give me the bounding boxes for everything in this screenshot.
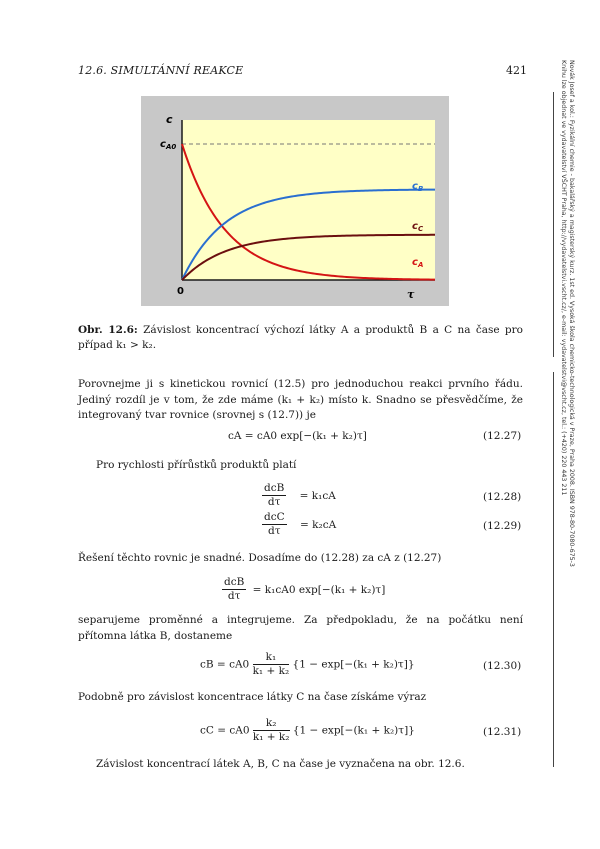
equation-substituted: $\frac{\text{dcB}}{d\tau}$ = k₁cA0 exp[−(k₁ + k₂)τ] <box>224 576 386 602</box>
paragraph-rates: Pro rychlosti přírůstků produktů platí <box>96 459 297 471</box>
cA0-label: $c_{A0}$ <box>160 139 177 151</box>
figure-frame <box>141 96 449 306</box>
caption-text: Závislost koncentrací výchozí látky A a produktů B a C na čase pro případ k₁ > k₂. <box>78 324 523 351</box>
paragraph-integration: separujeme proměnné a integrujeme. Za předpokladu, že na počátku není přítomna látka B, dostaneme <box>78 614 523 642</box>
paragraph-figure-reference: Závislost koncentrací látek A, B, C na čase je vyznačena na obr. 12.6. <box>96 758 465 770</box>
equation-12-29: $\frac{\text{dcC}}{d\tau}$ = k₂cA <box>264 511 337 537</box>
figure-caption <box>78 323 523 352</box>
running-header: 12.6. SIMULTÁNNÍ REAKCE <box>78 64 244 77</box>
equation-12-31: cC = cA0 $\frac{\text{k₂}}{\text{k₁ + k₂}}$ {1 − exp[−(k₁ + k₂)τ]} <box>200 717 415 743</box>
cC-series-label: $c_C$ <box>412 221 424 233</box>
paragraph-similarly: Podobně pro závislost koncentrace látky C na čase získáme výraz <box>78 691 427 703</box>
y-axis-label: c <box>166 113 173 126</box>
page-number: 421 <box>506 64 527 77</box>
paragraph-comparison: Porovnejme ji s kinetickou rovnicí (12.5) pro jednoduchou reakci prvního řádu. Jediný rozdíl je v tom, že zde máme (k₁ + k₂) místo k. Snadno se přesvědčíme, že integrovaný tvar rovnice (srovnej s (12.7)) je <box>78 378 523 421</box>
equation-number-12-29: (12.29) <box>483 520 522 532</box>
copyright-sidebar <box>557 60 575 760</box>
equation-12-27: cA = cA0 exp[−(k₁ + k₂)τ] <box>228 430 367 442</box>
sidebar-rule-top <box>553 92 554 357</box>
origin-label: 0 <box>177 286 184 297</box>
x-axis-label: τ <box>407 288 415 301</box>
equation-number-12-30: (12.30) <box>483 660 522 672</box>
sidebar-rule-bottom <box>553 372 554 767</box>
concentration-chart <box>141 96 449 306</box>
caption-label: Obr. 12.6: <box>78 324 138 336</box>
equation-12-28: $\frac{\text{dcB}}{d\tau}$ = k₁cA <box>264 482 336 508</box>
sidebar-line-1: Novák Josef a kol.: Fyzikální chemie - bakalářský a magisterský kurz. 1st ed. Vysoká škola chemicko-technologická v Praze, Praha 2008. ISBN 978-80-7080-675-3 <box>568 60 575 567</box>
paragraph-solution: Řešení těchto rovnic je snadné. Dosadíme do (12.28) za cA z (12.27) <box>78 552 442 564</box>
cA-series-label: $c_A$ <box>412 257 424 269</box>
equation-number-12-28: (12.28) <box>483 491 522 503</box>
equation-12-30: cB = cA0 $\frac{\text{k₁}}{\text{k₁ + k₂}}$ {1 − exp[−(k₁ + k₂)τ]} <box>200 651 415 677</box>
sidebar-line-2: Knihu lze objednat ve vydavatelství VŠCHT Praha, http://vydavatelstvi.vscht.cz/, e-mail: vydavatelstvi@vscht.cz, tel.: (+420) 220 443 211 <box>560 60 567 496</box>
equation-number-12-31: (12.31) <box>483 726 522 738</box>
cB-series-label: $c_B$ <box>412 181 424 193</box>
equation-number-12-27: (12.27) <box>483 430 522 442</box>
